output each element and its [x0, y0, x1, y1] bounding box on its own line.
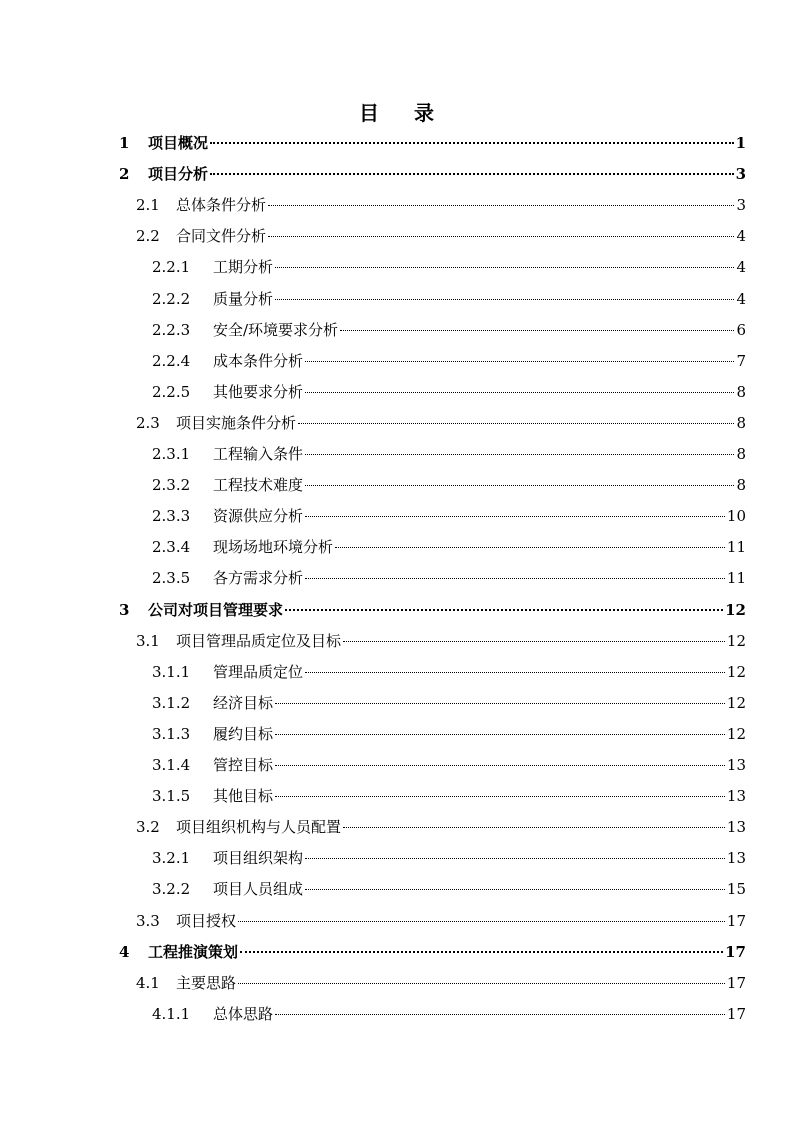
toc-dot-leader: [305, 392, 734, 393]
toc-entry-title: 项目组织架构: [213, 849, 304, 868]
toc-entry[interactable]: [119, 599, 746, 621]
toc-dot-leader: [275, 734, 725, 735]
toc-dot-leader: [268, 236, 734, 237]
toc-entry[interactable]: [152, 381, 746, 403]
toc-entry-page-number: 8: [736, 382, 746, 401]
toc-entry[interactable]: [119, 941, 746, 963]
toc-dot-leader: [343, 827, 725, 828]
toc-entry[interactable]: [136, 816, 746, 838]
toc-entry[interactable]: [152, 256, 746, 278]
toc-entry[interactable]: [152, 350, 746, 372]
toc-entry-number: 2.2.5: [152, 382, 191, 401]
toc-entry[interactable]: [136, 194, 746, 216]
toc-entry-title: 项目人员组成: [213, 880, 304, 899]
toc-entry-title: 总体条件分析: [176, 196, 267, 215]
toc-entry-number: 2.3.5: [152, 569, 191, 588]
toc-entry[interactable]: [119, 132, 746, 154]
toc-entry-title: 其他目标: [213, 787, 274, 806]
toc-entry-page-number: 8: [736, 413, 746, 432]
toc-entry-title: 现场场地环境分析: [213, 538, 334, 557]
toc-entry-title: 质量分析: [213, 289, 274, 308]
toc-dot-leader: [238, 983, 725, 984]
toc-entry-page-number: 8: [736, 476, 746, 495]
toc-entry[interactable]: [136, 225, 746, 247]
toc-dot-leader: [340, 330, 734, 331]
toc-entry-page-number: 3: [735, 165, 746, 184]
toc-entry-page-number: 4: [736, 289, 746, 308]
toc-entry-page-number: 11: [726, 538, 746, 557]
toc-entry-page-number: 13: [726, 787, 746, 806]
toc-entry-number: 3.1.1: [152, 662, 191, 681]
toc-entry-number: 2.2.1: [152, 258, 191, 277]
toc-entry-number: 2.2: [136, 227, 160, 246]
toc-entry[interactable]: [152, 536, 746, 558]
toc-entry-number: 4.1: [136, 973, 160, 992]
toc-dot-leader: [238, 921, 725, 922]
toc-entry-number: 3.2: [136, 818, 160, 837]
toc-dot-leader: [305, 361, 734, 362]
toc-entry-number: 2.3.2: [152, 476, 191, 495]
toc-dot-leader: [305, 454, 734, 455]
toc-entry[interactable]: [152, 567, 746, 589]
toc-entry-page-number: 6: [736, 320, 746, 339]
toc-entry-title: 总体思路: [213, 1004, 274, 1023]
toc-entry-number: 4: [119, 942, 130, 961]
toc-entry-title: 安全/环境要求分析: [213, 320, 339, 339]
toc-entry-title: 经济目标: [213, 693, 274, 712]
toc-entry-page-number: 10: [726, 507, 746, 526]
toc-entry[interactable]: [152, 723, 746, 745]
toc-entry[interactable]: [152, 1003, 746, 1025]
toc-dot-leader: [305, 485, 734, 486]
toc-entry-number: 3: [119, 600, 130, 619]
toc-entry[interactable]: [152, 505, 746, 527]
toc-dot-leader: [343, 641, 725, 642]
toc-entry-page-number: 12: [726, 724, 746, 743]
toc-dot-leader: [285, 609, 723, 611]
toc-entry-title: 项目管理品质定位及目标: [176, 631, 342, 650]
toc-entry-title: 工程输入条件: [213, 445, 304, 463]
toc-entry-number: 2.1: [136, 196, 160, 215]
toc-entry-number: 2.3.1: [152, 445, 191, 463]
toc-entry-title: 项目组织机构与人员配置: [176, 818, 342, 837]
toc-dot-leader: [298, 423, 734, 424]
toc-entry[interactable]: [152, 785, 746, 807]
toc-entry[interactable]: [152, 847, 746, 869]
toc-entry-page-number: 17: [725, 942, 746, 961]
toc-entry-number: 3.2.1: [152, 849, 191, 868]
toc-entry[interactable]: [152, 692, 746, 714]
toc-entry-title: 项目实施条件分析: [176, 413, 297, 432]
toc-entry-title: 成本条件分析: [213, 351, 304, 370]
toc-entry-number: 1: [119, 134, 130, 152]
toc-entry-page-number: 12: [726, 693, 746, 712]
toc-entry[interactable]: [152, 754, 746, 776]
toc-dot-leader: [275, 765, 725, 766]
toc-entry[interactable]: [152, 288, 746, 310]
toc-entry-page-number: 13: [726, 818, 746, 837]
toc-entry-title: 公司对项目管理要求: [148, 600, 284, 619]
toc-entry[interactable]: [152, 878, 746, 900]
toc-entry-page-number: 15: [726, 880, 746, 899]
toc-entry[interactable]: [136, 910, 746, 932]
toc-dot-leader: [305, 672, 725, 673]
toc-entry-number: 2.3: [136, 413, 160, 432]
toc-dot-leader: [305, 516, 725, 517]
toc-entry-title: 项目授权: [176, 911, 237, 930]
toc-entry-number: 3.2.2: [152, 880, 191, 899]
toc-entry-number: 3.1.4: [152, 756, 191, 774]
toc-entry-page-number: 12: [725, 600, 746, 619]
toc-dot-leader: [210, 173, 734, 175]
toc-entry-number: 3.1.5: [152, 787, 191, 806]
toc-entry-number: 4.1.1: [152, 1004, 191, 1023]
toc-entry-title: 项目分析: [148, 165, 209, 184]
toc-dot-leader: [240, 951, 723, 953]
toc-entry-number: 2.2.2: [152, 289, 191, 308]
toc-entry-title: 主要思路: [176, 973, 237, 992]
toc-entry[interactable]: [152, 661, 746, 683]
toc-entry-number: 3.1.2: [152, 693, 191, 712]
toc-entry-number: 3.1.3: [152, 724, 191, 743]
toc-entry[interactable]: [152, 319, 746, 341]
toc-entry-page-number: 4: [736, 227, 746, 246]
toc-dot-leader: [275, 1014, 725, 1015]
toc-dot-leader: [335, 547, 725, 548]
toc-entry-title: 合同文件分析: [176, 227, 267, 246]
toc-entry-title: 管理品质定位: [213, 662, 304, 681]
toc-entry-title: 工程技术难度: [213, 476, 304, 495]
toc-entry-page-number: 13: [726, 756, 746, 774]
toc-entry-page-number: 17: [726, 911, 746, 930]
toc-entry-number: 2.2.4: [152, 351, 191, 370]
toc-entry-page-number: 13: [726, 849, 746, 868]
toc-entry-page-number: 8: [736, 445, 746, 463]
toc-entry[interactable]: [136, 412, 746, 434]
toc-dot-leader: [305, 578, 725, 579]
toc-dot-leader: [275, 796, 725, 797]
toc-entry-number: 2: [119, 165, 130, 184]
toc-entry[interactable]: [136, 630, 746, 652]
toc-entry-page-number: 4: [736, 258, 746, 277]
toc-entry-page-number: 12: [726, 631, 746, 650]
toc-dot-leader: [275, 267, 734, 268]
toc-entry-title: 其他要求分析: [213, 382, 304, 401]
toc-entry-number: 3.3: [136, 911, 160, 930]
toc-entry-page-number: 7: [736, 351, 746, 370]
toc-dot-leader: [305, 889, 725, 890]
toc-dot-leader: [275, 299, 734, 300]
toc-entry-number: 2.3.4: [152, 538, 191, 557]
toc-entry-page-number: 11: [726, 569, 746, 588]
toc-entry[interactable]: [152, 474, 746, 496]
toc-entry-title: 工程推演策划: [148, 942, 239, 961]
toc-entry[interactable]: [152, 443, 746, 465]
toc-entry-page-number: 1: [735, 134, 746, 152]
toc-entry-number: 2.3.3: [152, 507, 191, 526]
toc-dot-leader: [210, 142, 734, 144]
toc-entry-page-number: 3: [736, 196, 746, 215]
toc-entry-page-number: 17: [726, 973, 746, 992]
toc-entry-title: 管控目标: [213, 756, 274, 774]
toc-entry-page-number: 12: [726, 662, 746, 681]
toc-entry-page-number: 17: [726, 1004, 746, 1023]
toc-entry-title: 各方需求分析: [213, 569, 304, 588]
toc-entry-title: 资源供应分析: [213, 507, 304, 526]
toc-entry-title: 项目概况: [148, 134, 209, 152]
toc-entry-number: 3.1: [136, 631, 160, 650]
toc-entry[interactable]: [119, 163, 746, 185]
toc-entry-title: 工期分析: [213, 258, 274, 277]
toc-dot-leader: [305, 858, 725, 859]
toc-dot-leader: [268, 205, 734, 206]
toc-entry[interactable]: [136, 972, 746, 994]
toc-entry-title: 履约目标: [213, 724, 274, 743]
toc-entry-number: 2.2.3: [152, 320, 191, 339]
toc-title: 目 录: [359, 101, 448, 125]
toc-dot-leader: [275, 703, 725, 704]
